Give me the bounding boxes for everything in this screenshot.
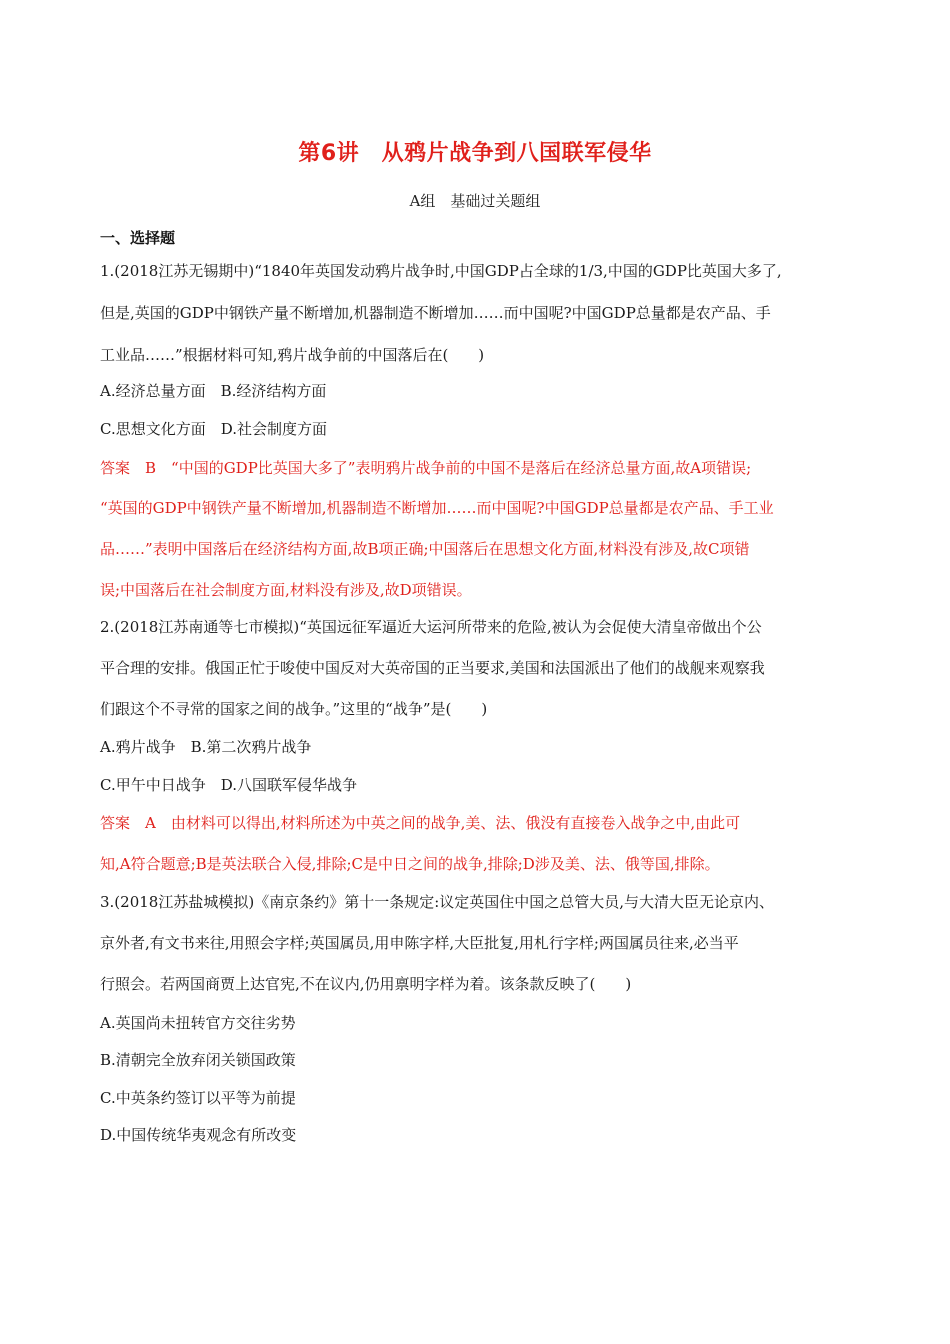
answer-line: 答案 B “中国的GDP比英国大多了”表明鸦片战争前的中国不是落后在经济总量方面,故A项错误; (100, 459, 752, 477)
question-stem-line: 3.(2018江苏盐城模拟)《南京条约》第十一条规定:议定英国住中国之总管大员,与大清大臣无论京内、 (100, 893, 775, 911)
question-stem-line: 工业品……”根据材料可知,鸦片战争前的中国落后在( ) (100, 346, 485, 364)
question-option-line: C.中英条约签订以平等为前提 (100, 1089, 296, 1107)
question-stem-line: 1.(2018江苏无锡期中)“1840年英国发动鸦片战争时,中国GDP占全球的1/3,中国的GDP比英国大多了, (100, 262, 782, 280)
question-stem-line: 行照会。若两国商贾上达官宪,不在议内,仍用禀明字样为着。该条款反映了( ) (100, 975, 632, 993)
answer-line: 答案 A 由材料可以得出,材料所述为中英之间的战争,美、法、俄没有直接卷入战争之中,由此可 (100, 814, 741, 832)
answer-line: 误;中国落后在社会制度方面,材料没有涉及,故D项错误。 (100, 581, 472, 599)
question-stem-line: 京外者,有文书来往,用照会字样;英国属员,用申陈字样,大臣批复,用札行字样;两国属员往来,必当平 (100, 934, 739, 952)
question-option-line: C.思想文化方面 D.社会制度方面 (100, 420, 327, 438)
answer-line: “英国的GDP中钢铁产量不断增加,机器制造不断增加……而中国呢?中国GDP总量都是农产品、手工业 (100, 499, 774, 517)
question-option-line: A.英国尚未扭转官方交往劣势 (100, 1014, 296, 1032)
question-option-line: C.甲午中日战争 D.八国联军侵华战争 (100, 776, 357, 794)
question-stem-line: 们跟这个不寻常的国家之间的战争。”这里的“战争”是( ) (100, 700, 488, 718)
question-option-line: A.鸦片战争 B.第二次鸦片战争 (100, 738, 312, 756)
answer-line: 知,A符合题意;B是英法联合入侵,排除;C是中日之间的战争,排除;D涉及美、法、俄等国,排除。 (100, 855, 720, 873)
section-heading: 一、选择题 (100, 229, 176, 247)
page-title: 第6讲 从鸦片战争到八国联军侵华 (298, 141, 652, 166)
answer-line: 品……”表明中国落后在经济结构方面,故B项正确;中国落后在思想文化方面,材料没有涉及,故C项错 (100, 540, 750, 558)
question-option-line: A.经济总量方面 B.经济结构方面 (100, 382, 327, 400)
question-option-line: B.清朝完全放弃闭关锁国政策 (100, 1051, 296, 1069)
question-option-line: D.中国传统华夷观念有所改变 (100, 1126, 297, 1144)
question-stem-line: 但是,英国的GDP中钢铁产量不断增加,机器制造不断增加……而中国呢?中国GDP总量都是农产品、手 (100, 304, 771, 322)
question-stem-line: 2.(2018江苏南通等七市模拟)“英国远征军逼近大运河所带来的危险,被认为会促使大清皇帝做出个公 (100, 618, 762, 636)
question-stem-line: 平合理的安排。俄国正忙于唆使中国反对大英帝国的正当要求,美国和法国派出了他们的战舰来观察我 (100, 659, 765, 677)
group-subtitle: A组 基础过关题组 (409, 192, 541, 210)
